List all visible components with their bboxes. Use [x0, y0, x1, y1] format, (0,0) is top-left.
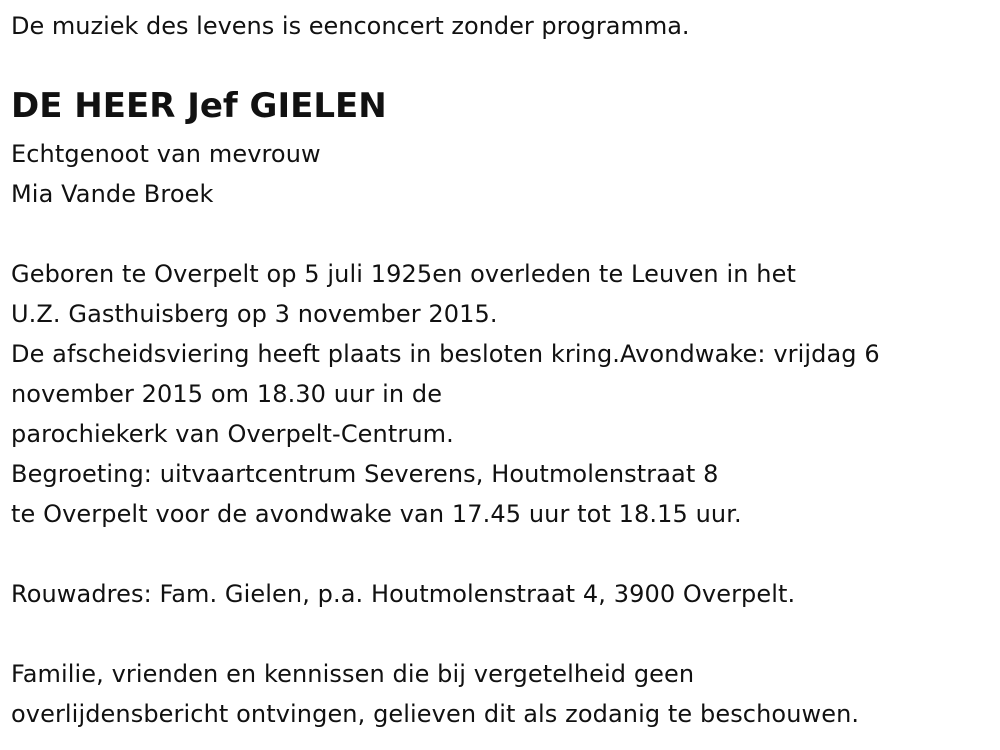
details-line: De afscheidsviering heeft plaats in besloten kring.Avondwake: vrijdag 6 — [11, 340, 880, 368]
details-line: november 2015 om 18.30 uur in de — [11, 380, 443, 408]
motto-quote: De muziek des levens is eenconcert zonder programma. — [11, 12, 690, 40]
spouse-block — [11, 134, 321, 214]
closing-line: overlijdensbericht ontvingen, gelieven dit als zodanig te beschouwen. — [11, 700, 860, 728]
closing-line: Familie, vrienden en kennissen die bij vergetelheid geen — [11, 660, 695, 688]
details-line: Geboren te Overpelt op 5 juli 1925en overleden te Leuven in het — [11, 260, 796, 288]
closing-block — [11, 654, 859, 734]
deceased-name-heading: DE HEER Jef GIELEN — [11, 86, 387, 126]
spouse-line: Echtgenoot van mevrouw — [11, 140, 321, 168]
mourning-address — [11, 574, 795, 614]
details-line: U.Z. Gasthuisberg op 3 november 2015. — [11, 300, 498, 328]
address-line: Rouwadres: Fam. Gielen, p.a. Houtmolenstraat 4, 3900 Overpelt. — [11, 580, 796, 608]
details-line: te Overpelt voor de avondwake van 17.45 uur tot 18.15 uur. — [11, 500, 742, 528]
spouse-name: Mia Vande Broek — [11, 180, 214, 208]
details-line: Begroeting: uitvaartcentrum Severens, Houtmolenstraat 8 — [11, 460, 719, 488]
details-block — [11, 254, 880, 534]
details-line: parochiekerk van Overpelt-Centrum. — [11, 420, 454, 448]
